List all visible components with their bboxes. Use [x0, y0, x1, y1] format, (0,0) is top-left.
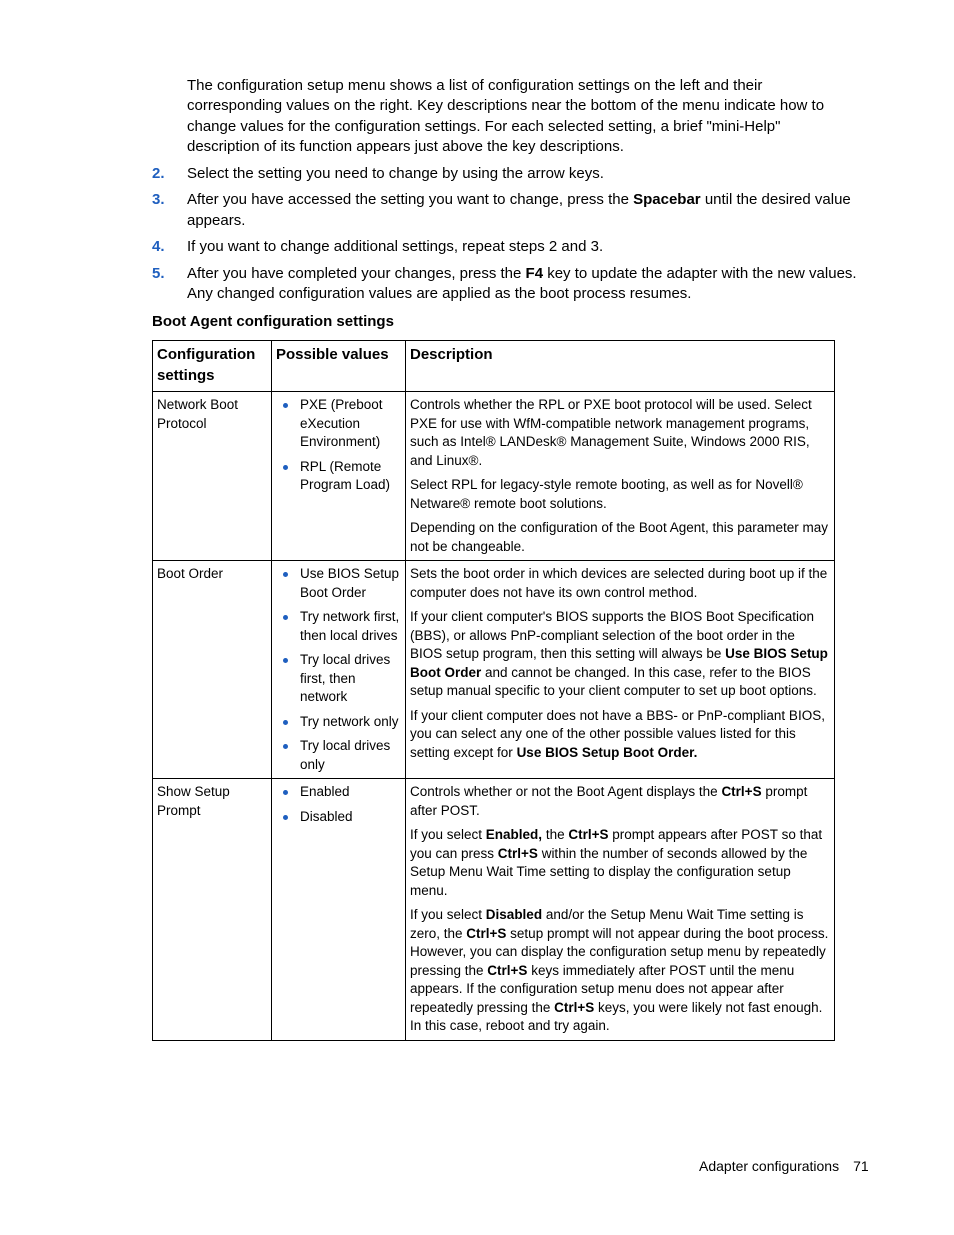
- description: [406, 779, 835, 1041]
- list-item: Try network first, then local drives: [276, 608, 401, 645]
- step-number: 4.: [152, 238, 165, 255]
- page-footer: [699, 1158, 869, 1174]
- step-text: If you want to change additional settings, repeat steps 2 and 3.: [187, 238, 604, 255]
- description-paragraph: Controls whether the RPL or PXE boot protocol will be used. Select PXE for use with WfM-compatible network management programs, such as Intel® LANDesk® Management Suite, Windows 2000 RIS, and Linux®.: [410, 397, 812, 468]
- boot-agent-settings-table: [152, 340, 835, 1041]
- list-item: Try network only: [276, 713, 401, 732]
- step-number: 5.: [152, 265, 165, 282]
- list-item: Try local drives first, then network: [276, 651, 401, 707]
- description-paragraph: If your client computer's BIOS supports the BIOS Boot Specification (BBS), or allows PnP-compliant selection of the boot order in the BIOS setup program, then this setting will always be Use BIOS Setup Boot Order and cannot be changed. In this case, refer to the BIOS setup manual specific to your client computer to set up boot options.: [410, 609, 828, 698]
- list-item: Disabled: [276, 808, 401, 827]
- column-header: Configuration settings: [153, 341, 272, 392]
- table-row: [153, 561, 835, 779]
- intro-line-2: corresponding values on the right. Key descriptions near the bottom of the menu indicate how to: [187, 97, 825, 114]
- list-item: Use BIOS Setup Boot Order: [276, 565, 401, 602]
- list-item: RPL (Remote Program Load): [276, 458, 401, 495]
- description: [406, 392, 835, 561]
- table-row: [153, 392, 835, 561]
- key-name: F4: [525, 265, 544, 282]
- list-item: Try local drives only: [276, 737, 401, 774]
- list-item: Enabled: [276, 783, 401, 802]
- description-paragraph: If you select Disabled and/or the Setup Menu Wait Time setting is zero, the Ctrl+S setup prompt will not appear during the boot process. However, you can display the configuration setup menu by repeatedly pressing the Ctrl+S keys immediately after POST until the menu appears. If the configuration setup menu does not appear after repeatedly pressing the Ctrl+S keys, you were likely not fast enough. In this case, reboot and try again.: [410, 907, 829, 1033]
- possible-values: [272, 561, 406, 779]
- intro-line-1: The configuration setup menu shows a list of configuration settings on the left and their: [187, 77, 763, 94]
- intro-line-3: change values for the configuration settings. For each selected setting, a brief "mini-Help": [187, 118, 781, 135]
- key-name: Spacebar: [633, 191, 701, 208]
- page-number: 71: [853, 1158, 869, 1174]
- step-text-cont: Any changed configuration values are applied as the boot process resumes.: [187, 285, 692, 302]
- step-text: After you have completed your changes, press the F4 key to update the adapter with the new values.: [187, 265, 857, 282]
- step-text: Select the setting you need to change by using the arrow keys.: [187, 165, 604, 182]
- description-paragraph: Controls whether or not the Boot Agent displays the Ctrl+S prompt after POST.: [410, 784, 808, 818]
- intro-line-4: description of its function appears just above the key descriptions.: [187, 138, 624, 155]
- possible-values: [272, 779, 406, 1041]
- step-text: After you have accessed the setting you want to change, press the Spacebar until the desired value: [187, 191, 851, 208]
- step-text-cont: appears.: [187, 212, 246, 229]
- column-header: Description: [406, 341, 835, 392]
- setting-name: Show Setup Prompt: [153, 779, 272, 1041]
- footer-section-title: Adapter configurations: [699, 1158, 840, 1174]
- setting-name: Boot Order: [153, 561, 272, 779]
- list-item: PXE (Preboot eXecution Environment): [276, 396, 401, 452]
- description-paragraph: Select RPL for legacy-style remote booting, as well as for Novell® Netware® remote boot solutions.: [410, 477, 803, 511]
- possible-values: [272, 392, 406, 561]
- step-number: 3.: [152, 191, 165, 208]
- table-row: [153, 779, 835, 1041]
- step-number: 2.: [152, 165, 165, 182]
- description-paragraph: If you select Enabled, the Ctrl+S prompt appears after POST so that you can press Ctrl+S within the number of seconds allowed by the Setup Menu Wait Time setting to display the configuration setup menu.: [410, 827, 823, 898]
- setting-name: Network Boot Protocol: [153, 392, 272, 561]
- description-paragraph: Depending on the configuration of the Boot Agent, this parameter may not be changeable.: [410, 520, 829, 554]
- description-paragraph: If your client computer does not have a BBS- or PnP-compliant BIOS, you can select any one of the other possible values listed for this setting except for Use BIOS Setup Boot Order.: [410, 707, 825, 760]
- table-title: Boot Agent configuration settings: [152, 313, 394, 330]
- description-paragraph: Sets the boot order in which devices are selected during boot up if the computer does not have its own control method.: [410, 566, 828, 600]
- column-header: Possible values: [272, 341, 406, 392]
- table-header-row: [153, 341, 835, 392]
- description: [406, 561, 835, 779]
